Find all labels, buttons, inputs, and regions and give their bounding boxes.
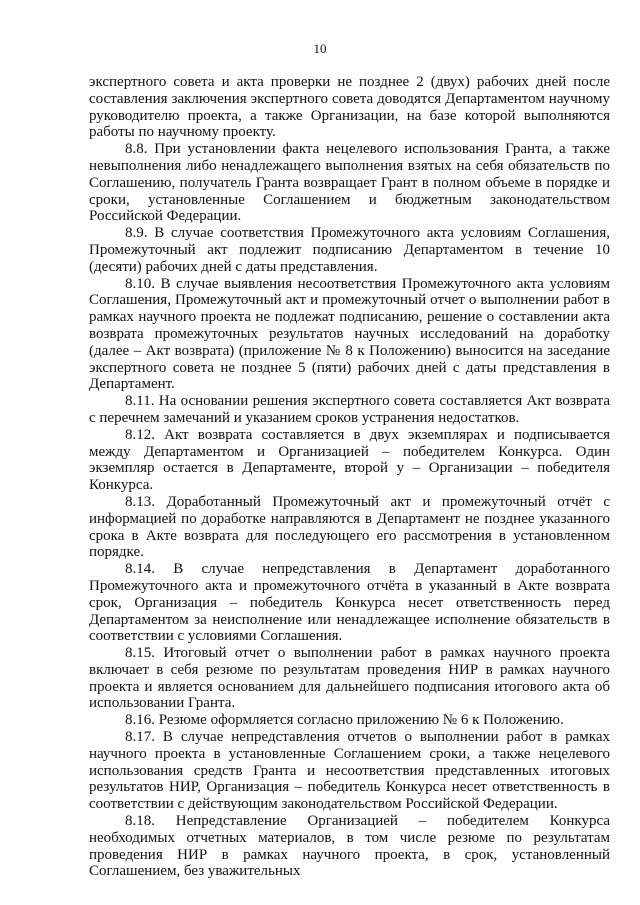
paragraph-continuation: экспертного совета и акта проверки не позднее 2 (двух) рабочих дней после составления заключения экспертного совета доводятся Департаментом научному руководителю проекта, а также Организации, на базе которой выполняются работы по научному проекту.: [89, 74, 610, 141]
document-body: [89, 74, 610, 880]
paragraph-8-17: 8.17. В случае непредставления отчетов о выполнении работ в рамках научного проекта в установленные Соглашением сроки, а также нецелевого использования средств Гранта и несоответствия представленных итоговых результатов НИР, Организация – победитель Конкурса несет ответственность в соответствии с действующим законодательством Российской Федерации.: [89, 729, 610, 813]
paragraph-8-13: 8.13. Доработанный Промежуточный акт и промежуточный отчёт с информацией по доработке направляются в Департамент не позднее указанного срока в Акте возврата для последующего его рассмотрения в установленном порядке.: [89, 493, 610, 561]
paragraph-8-12: 8.12. Акт возврата составляется в двух экземплярах и подписывается между Департаментом и Организацией – победителем Конкурса. Один экземпляр остается в Департаменте, второй у – Организации – победителя Конкурса.: [89, 426, 610, 494]
paragraph-8-11: 8.11. На основании решения экспертного совета составляется Акт возврата с перечнем замечаний и указанием сроков устранения недостатков.: [89, 393, 610, 426]
page-number: 10: [313, 41, 327, 56]
paragraph-8-14: 8.14. В случае непредставления в Департамент доработанного Промежуточного акта и промежуточного отчёта в указанный в Акте возврата срок, Организация – победитель Конкурса несет ответственность перед Департаментом за неисполнение или ненадлежащее исполнение обязательств в соответствии с условиями Соглашения.: [89, 561, 610, 645]
paragraph-8-15: 8.15. Итоговый отчет о выполнении работ в рамках научного проекта включает в себя резюме по результатам проведения НИР в рамках научного проекта и является основанием для дальнейшего подписания итогового акта об использовании Гранта.: [89, 645, 610, 712]
paragraph-8-8: 8.8. При установлении факта нецелевого использования Гранта, а также невыполнения либо ненадлежащего выполнения взятых на себя обязательств по Соглашению, получатель Гранта возвращает Грант в полном объеме в порядке и сроки, установленные Соглашением и бюджетным законодательством Российской Федерации.: [89, 141, 610, 225]
paragraph-8-10: 8.10. В случае выявления несоответствия Промежуточного акта условиям Соглашения, Промежуточный акт и промежуточный отчет о выполнении работ в рамках научного проекта не подлежат подписанию, решение о составлении акта возврата промежуточных результатов научных исследований на доработку (далее – Акт возврата) (приложение № 8 к Положению) выносится на заседание экспертного совета не позднее 5 (пяти) рабочих дней с даты представления в Департамент.: [89, 275, 610, 393]
paragraph-8-9: 8.9. В случае соответствия Промежуточного акта условиям Соглашения, Промежуточный акт подлежит подписанию Департаментом в течение 10 (десяти) рабочих дней с даты представления.: [89, 225, 610, 275]
paragraph-8-16: 8.16. Резюме оформляется согласно приложению № 6 к Положению.: [125, 712, 564, 729]
paragraph-8-18: 8.18. Непредставление Организацией – победителем Конкурса необходимых отчетных материалов, в том числе резюме по результатам проведения НИР в рамках научного проекта, в срок, установленный Соглашением, без уважительных: [89, 813, 610, 880]
